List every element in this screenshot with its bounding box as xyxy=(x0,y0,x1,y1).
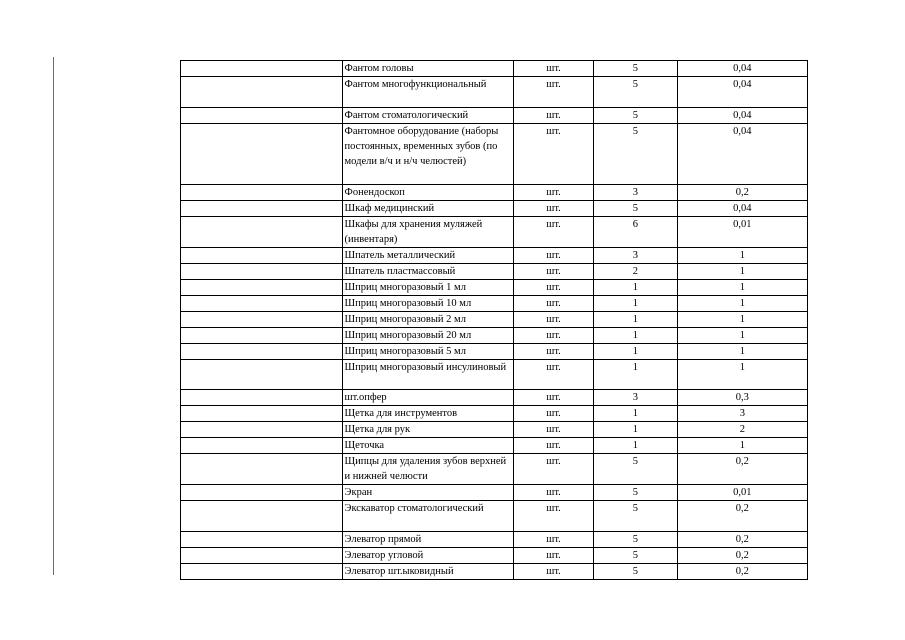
item-coef: 1 xyxy=(677,328,807,344)
table-row xyxy=(181,124,808,185)
item-qty: 3 xyxy=(593,390,677,406)
table-row xyxy=(181,201,808,217)
item-name: Элеватор угловой xyxy=(342,548,514,564)
item-coef: 0,2 xyxy=(677,564,807,580)
empty-cell xyxy=(181,328,343,344)
item-unit: шт. xyxy=(514,108,594,124)
table-row xyxy=(181,328,808,344)
table-row xyxy=(181,564,808,580)
item-qty: 1 xyxy=(593,360,677,390)
item-qty: 5 xyxy=(593,485,677,501)
empty-cell xyxy=(181,312,343,328)
item-coef: 0,2 xyxy=(677,501,807,532)
empty-cell xyxy=(181,532,343,548)
item-qty: 6 xyxy=(593,217,677,248)
item-name: Экран xyxy=(342,485,514,501)
item-name: Фантомное оборудование (наборы постоянных, временных зубов (по модели в/ч и н/ч челюстей) xyxy=(342,124,514,185)
empty-cell xyxy=(181,390,343,406)
table-row xyxy=(181,185,808,201)
table-row xyxy=(181,548,808,564)
item-name: Шприц многоразовый 10 мл xyxy=(342,296,514,312)
item-name: шт.опфер xyxy=(342,390,514,406)
empty-cell xyxy=(181,124,343,185)
item-unit: шт. xyxy=(514,61,594,77)
item-coef: 0,04 xyxy=(677,201,807,217)
item-name: Щетка для рук xyxy=(342,422,514,438)
item-qty: 1 xyxy=(593,406,677,422)
table-row xyxy=(181,532,808,548)
item-qty: 1 xyxy=(593,438,677,454)
table-row xyxy=(181,248,808,264)
item-unit: шт. xyxy=(514,248,594,264)
empty-cell xyxy=(181,360,343,390)
empty-cell xyxy=(181,485,343,501)
item-qty: 1 xyxy=(593,328,677,344)
item-unit: шт. xyxy=(514,77,594,108)
item-unit: шт. xyxy=(514,532,594,548)
table-row xyxy=(181,312,808,328)
item-unit: шт. xyxy=(514,406,594,422)
item-name: Элеватор прямой xyxy=(342,532,514,548)
table-row xyxy=(181,217,808,248)
item-coef: 1 xyxy=(677,264,807,280)
item-name: Шкаф медицинский xyxy=(342,201,514,217)
item-qty: 1 xyxy=(593,344,677,360)
item-coef: 0,2 xyxy=(677,454,807,485)
empty-cell xyxy=(181,248,343,264)
item-unit: шт. xyxy=(514,422,594,438)
item-unit: шт. xyxy=(514,344,594,360)
equipment-table xyxy=(180,60,808,580)
item-name: Экскаватор стоматологический xyxy=(342,501,514,532)
item-unit: шт. xyxy=(514,280,594,296)
item-coef: 0,04 xyxy=(677,77,807,108)
item-coef: 0,2 xyxy=(677,548,807,564)
item-coef: 1 xyxy=(677,248,807,264)
page-margin-line xyxy=(53,57,54,575)
empty-cell xyxy=(181,406,343,422)
item-qty: 1 xyxy=(593,422,677,438)
item-coef: 1 xyxy=(677,438,807,454)
table-row xyxy=(181,454,808,485)
item-name: Шпатель пластмассовый xyxy=(342,264,514,280)
item-coef: 0,01 xyxy=(677,217,807,248)
item-coef: 0,04 xyxy=(677,61,807,77)
empty-cell xyxy=(181,185,343,201)
item-coef: 3 xyxy=(677,406,807,422)
item-coef: 1 xyxy=(677,344,807,360)
item-name: Фонендоскоп xyxy=(342,185,514,201)
empty-cell xyxy=(181,280,343,296)
item-qty: 5 xyxy=(593,454,677,485)
empty-cell xyxy=(181,501,343,532)
empty-cell xyxy=(181,454,343,485)
item-name: Шкафы для хранения муляжей (инвентаря) xyxy=(342,217,514,248)
empty-cell xyxy=(181,201,343,217)
table-row xyxy=(181,422,808,438)
empty-cell xyxy=(181,264,343,280)
table-row xyxy=(181,438,808,454)
item-coef: 1 xyxy=(677,312,807,328)
item-name: Шприц многоразовый 5 мл xyxy=(342,344,514,360)
item-qty: 5 xyxy=(593,501,677,532)
item-name: Фантом стоматологический xyxy=(342,108,514,124)
item-qty: 1 xyxy=(593,296,677,312)
item-unit: шт. xyxy=(514,217,594,248)
item-unit: шт. xyxy=(514,185,594,201)
table-row xyxy=(181,296,808,312)
item-unit: шт. xyxy=(514,564,594,580)
item-unit: шт. xyxy=(514,201,594,217)
item-qty: 3 xyxy=(593,248,677,264)
item-unit: шт. xyxy=(514,296,594,312)
item-qty: 1 xyxy=(593,280,677,296)
item-qty: 5 xyxy=(593,532,677,548)
table-row xyxy=(181,280,808,296)
table-row xyxy=(181,390,808,406)
item-unit: шт. xyxy=(514,264,594,280)
item-qty: 3 xyxy=(593,185,677,201)
item-unit: шт. xyxy=(514,124,594,185)
item-name: Шпатель металлический xyxy=(342,248,514,264)
item-coef: 1 xyxy=(677,280,807,296)
item-qty: 2 xyxy=(593,264,677,280)
item-coef: 0,2 xyxy=(677,185,807,201)
item-unit: шт. xyxy=(514,390,594,406)
item-qty: 5 xyxy=(593,61,677,77)
item-qty: 5 xyxy=(593,548,677,564)
item-qty: 5 xyxy=(593,124,677,185)
table-row xyxy=(181,77,808,108)
item-qty: 1 xyxy=(593,312,677,328)
item-coef: 0,04 xyxy=(677,124,807,185)
item-unit: шт. xyxy=(514,312,594,328)
item-unit: шт. xyxy=(514,454,594,485)
table-row xyxy=(181,264,808,280)
table-row xyxy=(181,406,808,422)
table-row xyxy=(181,344,808,360)
item-unit: шт. xyxy=(514,485,594,501)
item-name: Фантом головы xyxy=(342,61,514,77)
item-name: Щеточка xyxy=(342,438,514,454)
item-unit: шт. xyxy=(514,548,594,564)
item-coef: 0,04 xyxy=(677,108,807,124)
item-name: Шприц многоразовый 1 мл xyxy=(342,280,514,296)
item-qty: 5 xyxy=(593,201,677,217)
empty-cell xyxy=(181,217,343,248)
item-name: Шприц многоразовый 20 мл xyxy=(342,328,514,344)
item-name: Щетка для инструментов xyxy=(342,406,514,422)
item-qty: 5 xyxy=(593,564,677,580)
empty-cell xyxy=(181,438,343,454)
item-name: Шприц многоразовый 2 мл xyxy=(342,312,514,328)
item-unit: шт. xyxy=(514,360,594,390)
item-coef: 0,01 xyxy=(677,485,807,501)
empty-cell xyxy=(181,77,343,108)
table-row xyxy=(181,485,808,501)
item-name: Щипцы для удаления зубов верхней и нижней челюсти xyxy=(342,454,514,485)
empty-cell xyxy=(181,564,343,580)
item-name: Фантом многофункциональный xyxy=(342,77,514,108)
table-row xyxy=(181,61,808,77)
item-unit: шт. xyxy=(514,501,594,532)
empty-cell xyxy=(181,296,343,312)
item-coef: 2 xyxy=(677,422,807,438)
table-row xyxy=(181,360,808,390)
table-row xyxy=(181,108,808,124)
item-coef: 1 xyxy=(677,360,807,390)
table-row xyxy=(181,501,808,532)
item-name: Элеватор шт.ыковидный xyxy=(342,564,514,580)
empty-cell xyxy=(181,108,343,124)
item-coef: 0,2 xyxy=(677,532,807,548)
empty-cell xyxy=(181,548,343,564)
item-coef: 1 xyxy=(677,296,807,312)
empty-cell xyxy=(181,61,343,77)
empty-cell xyxy=(181,344,343,360)
item-qty: 5 xyxy=(593,108,677,124)
item-unit: шт. xyxy=(514,328,594,344)
item-name: Шприц многоразовый инсулиновый xyxy=(342,360,514,390)
item-unit: шт. xyxy=(514,438,594,454)
item-qty: 5 xyxy=(593,77,677,108)
empty-cell xyxy=(181,422,343,438)
item-coef: 0,3 xyxy=(677,390,807,406)
